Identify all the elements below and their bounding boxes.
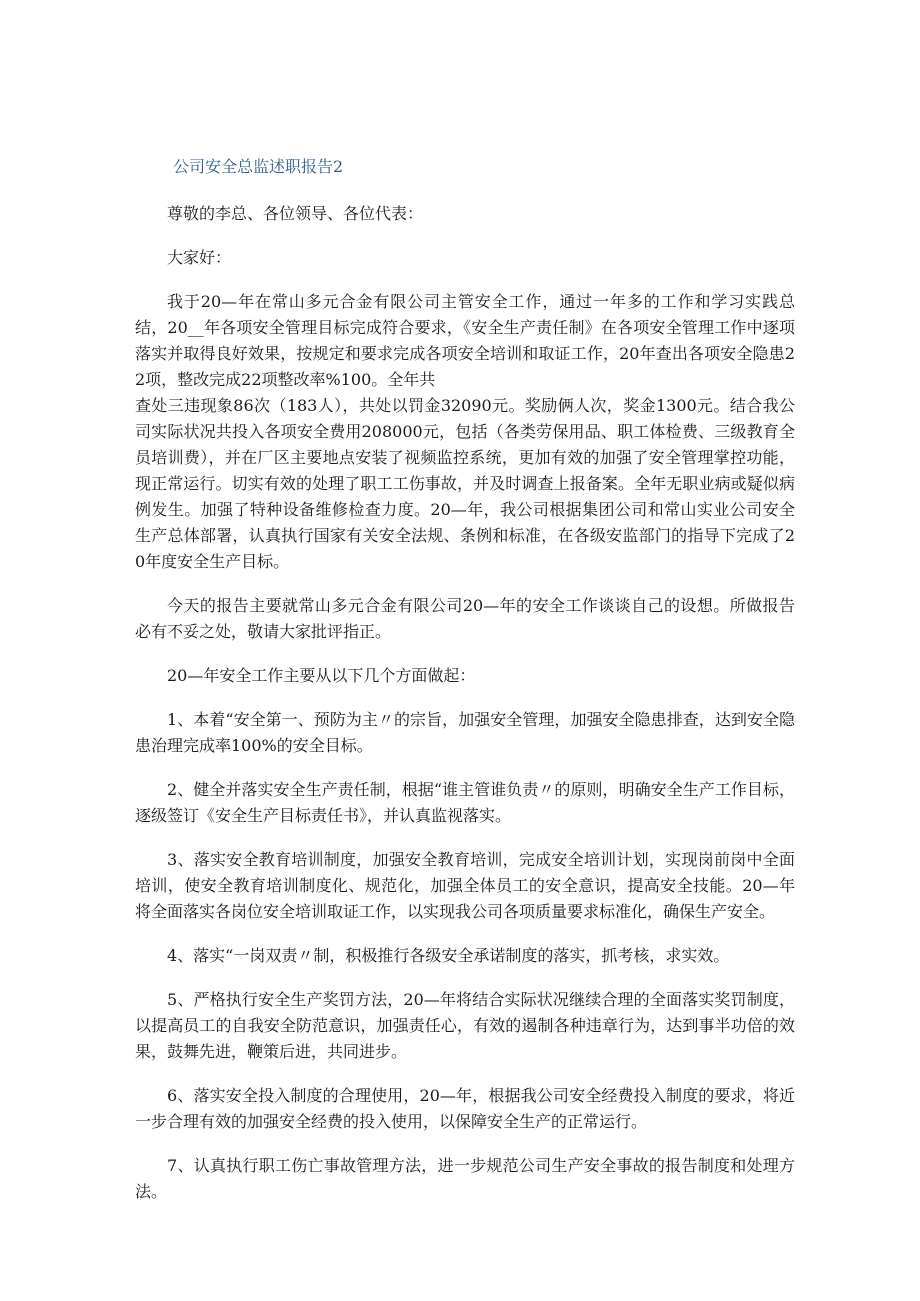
paragraph-intro: 今天的报告主要就常山多元合金有限公司20—年的安全工作谈谈自己的设想。所做报告必有不妥之处，敬请大家批评指正。 (135, 596, 795, 641)
greeting: 大家好： (167, 248, 232, 267)
list-item-4: 4、落实“一岗双责〃制，积极推行各级安全承诺制度的落实，抓考核，求实效。 (167, 946, 730, 965)
salutation: 尊敬的李总、各位领导、各位代表： (167, 204, 424, 223)
paragraph-summary: 我于20—年在常山多元合金有限公司主管安全工作，通过一年多的工作和学习实践总结，20__年各项安全管理目标完成符合要求，《安全生产责任制》在各项安全管理工作中逐项落实并取得良好效果，按规定和要求完成各项安全培训和取证工作，20年查出各项安全隐患22项，整改完成22项整改率%100。全年共 查处三违现象86次（183人），共处以罚金32090元。奖励俩人次，奖金1300元。结合我公司实际状况共投入各项安全费用208000元，包括（各类劳保用品、职工体检费、三级教育全员培训费），并在厂区主要地点安装了视频监控系统，更加有效的加强了安全管理掌控功能，现正常运行。切实有效的处理了职工工伤事故，并及时调查上报备案。全年无职业病或疑似病例发生。加强了特种设备维修检查力度。20—年，我公司根据集团公司和常山实业公司安全生产总体部署，认真执行国家有关安全法规、条例和标准，在各级安监部门的指导下完成了20年度安全生产目标。 (135, 292, 795, 571)
list-item-3: 3、落实安全教育培训制度，加强安全教育培训，完成安全培训计划，实现岗前岗中全面培训，使安全教育培训制度化、规范化，加强全体员工的安全意识，提高安全技能。20—年将全面落实各岗位安全培训取证工作，以实现我公司各项质量要求标准化，确保生产安全。 (135, 850, 795, 921)
list-item-1: 1、本着“安全第一、预防为主〃的宗旨，加强安全管理，加强安全隐患排查，达到安全隐患治理完成率100%的安全目标。 (135, 710, 795, 755)
list-item-7: 7、认真执行职工伤亡事故管理方法，进一步规范公司生产安全事故的报告制度和处理方法。 (135, 1156, 795, 1201)
document-title: 公司安全总监述职报告2 (173, 157, 344, 176)
paragraph-plan-heading: 20—年安全工作主要从以下几个方面做起： (167, 666, 476, 685)
list-item-2: 2、健全并落实安全生产责任制，根据“谁主管谁负责〃的原则，明确安全生产工作目标，逐级签订《安全生产目标责任书》，并认真监视落实。 (135, 780, 795, 825)
document-body (135, 155, 795, 1223)
list-item-5: 5、严格执行安全生产奖罚方法，20—年将结合实际状况继续合理的全面落实奖罚制度，以提高员工的自我安全防范意识，加强责任心，有效的遏制各种违章行为，达到事半功倍的效果，鼓舞先进，鞭策后进，共同进步。 (135, 990, 795, 1061)
list-item-6: 6、落实安全投入制度的合理使用，20—年，根据我公司安全经费投入制度的要求，将近一步合理有效的加强安全经费的投入使用，以保障安全生产的正常运行。 (135, 1086, 795, 1131)
